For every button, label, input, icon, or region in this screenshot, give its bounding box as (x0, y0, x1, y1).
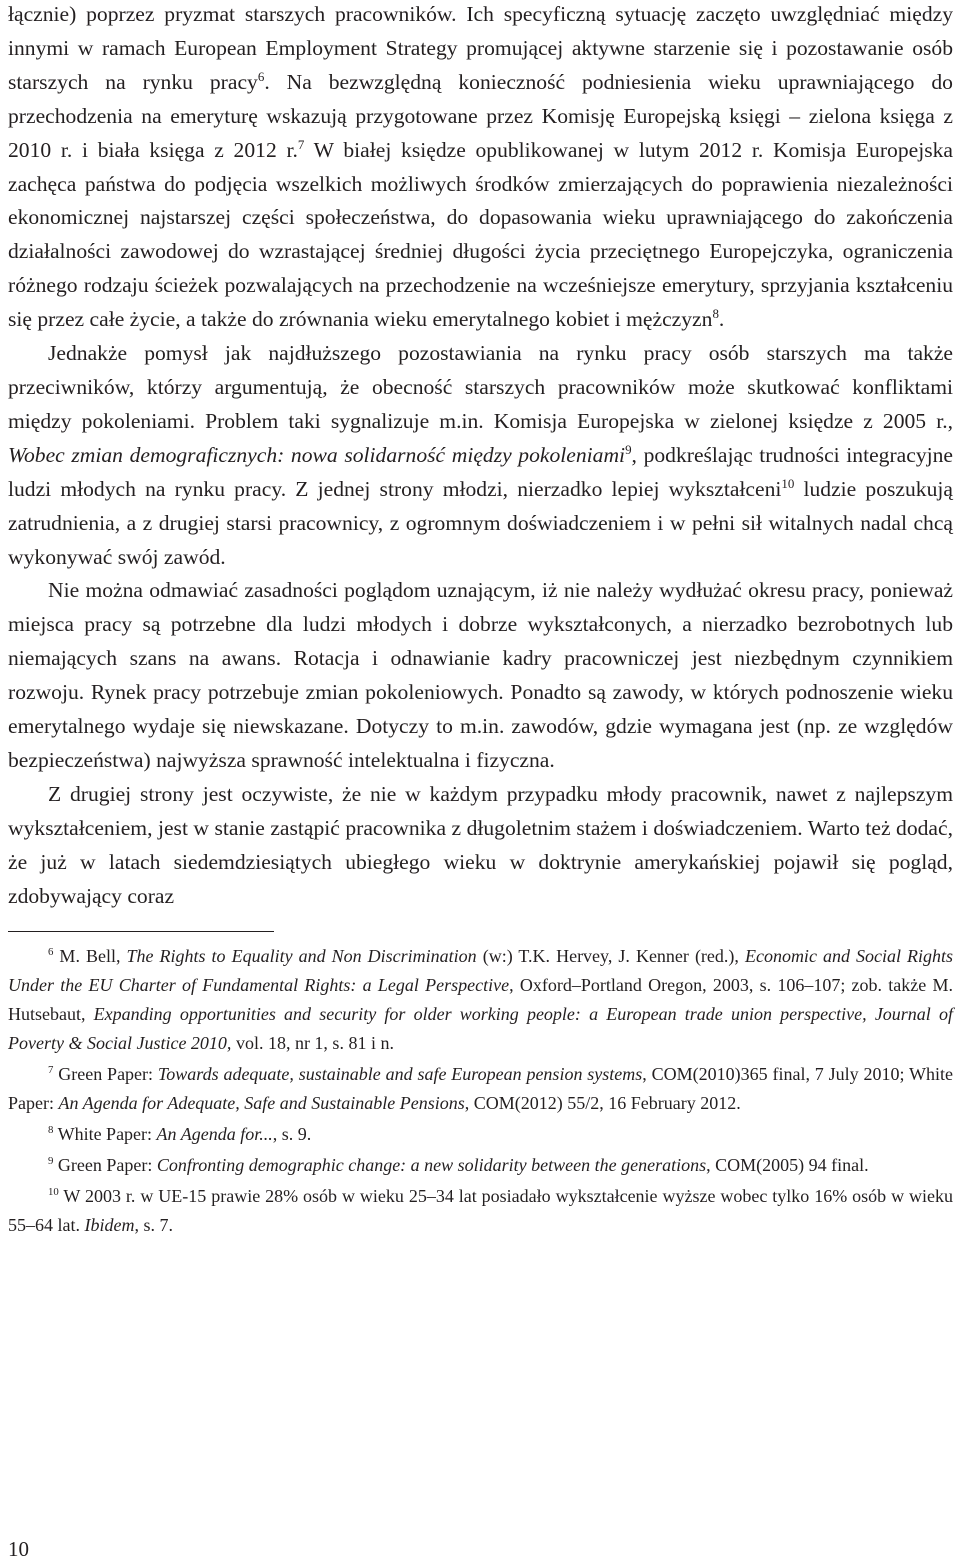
cited-title: Wobec zmian demograficznych: nowa solidarność między pokoleniami (8, 442, 626, 467)
body-text (8, 0, 953, 913)
footnote-7: $^7$ Green Paper: Towards adequate, sustainable and safe European pension systems, COM(2010)365 final, 7 July 2010; White Paper: An Agenda for Adequate, Safe and Sustainable Pensions, COM(2012) 55/2, 16 February 2012. (8, 1064, 953, 1114)
footnotes (8, 942, 953, 1240)
footnote-9: $^9$ Green Paper: Confronting demographic change: a new solidarity between the generations, COM(2005) 94 final. (48, 1155, 869, 1176)
page-number: 10 (8, 1537, 29, 1561)
footnote-8: $^8$ White Paper: An Agenda for..., s. 9. (48, 1124, 312, 1145)
paragraph-4: Z drugiej strony jest oczywiste, że nie w każdym przypadku młody pracownik, nawet z najlepszym wykształceniem, jest w stanie zastąpić pracownika z długoletnim stażem i doświadczeniem. Warto też dodać, że już w latach siedemdziesiątych ubiegłego wieku w doktrynie amerykańskiej pojawił się pogląd, zdobywający coraz (8, 781, 953, 908)
footnote-6: $^6$ M. Bell, The Rights to Equality and Non Discrimination (w:) T.K. Hervey, J. Kenner (red.), Economic and Social Rights Under the EU Charter of Fundamental Rights: a Legal Perspective, Oxford–Portland Oregon, 2003, s. 106–107; zob. także M. Hutsebaut, Expanding opportunities and security for older working people: a European trade union perspective, Journal of Poverty & Social Justice 2010, vol. 18, nr 1, s. 81 i n. (8, 946, 954, 1054)
paragraph-1: łącznie) poprzez pryzmat starszych pracowników. Ich specyficzną sytuację zaczęto uwzględniać między innymi w ramach European Employment Strategy promującej aktywne starzenie się i pozostawanie osób starszych na rynku pracy$^6$. Na bezwzględną konieczność podniesienia wieku uprawniającego do przechodzenia na emeryturę wskazują przygotowane przez Komisję Europejską księgi – zielona księga z 2010 r. i biała księga z 2012 r.$^7$ W białej księdze opublikowanej w lutym 2012 r. Komisja Europejska zachęca państwa do podjęcia wszelkich możliwych środków zmierzających do poprawienia niezależności ekonomicznej najstarszej części społeczeństwa, do dopasowania wieku uprawniającego do zakończenia działalności zawodowej do wzrastającej średniej długości życia przeciętnego Europejczyka, ograniczenia różnego rodzaju ścieżek pozwalających na przechodzenie na wcześniejsze emerytury, sprzyjania kształceniu się przez całe życie, a także do zrównania wieku emerytalnego kobiet i mężczyzn$^8$. (8, 2, 953, 332)
footnote-ref-6[interactable]: 6 (257, 68, 265, 84)
footnote-10: $^{10}$ W 2003 r. w UE-15 prawie 28% osób w wieku 25–34 lat posiadało wykształcenie wyższe wobec tylko 16% osób w wieku 55–64 lat. Ibidem, s. 7. (8, 1186, 953, 1236)
document-page (8, 0, 953, 1240)
paragraph-3: Nie można odmawiać zasadności poglądom uznającym, iż nie należy wydłużać okresu pracy, ponieważ miejsca pracy są potrzebne dla ludzi młodych i dobrze wykształconych, a nierzadko bezrobotnych lub niemających szans na awans. Rotacja i odnawianie kadry pracowniczej jest niezbędnym czynnikiem rozwoju. Rynek pracy potrzebuje zmian pokoleniowych. Ponadto są zawody, w których podnoszenie wieku emerytalnego wydaje się niewskazane. Dotyczy to m.in. zawodów, gdzie wymagana jest (np. ze względów bezpieczeństwa) najwyższa sprawność intelektualna i fizyczna. (8, 578, 953, 772)
footnote-ref-7[interactable]: 7 (297, 136, 305, 152)
footnote-ref-9[interactable]: 9 (625, 441, 632, 457)
footnote-ref-8[interactable]: 8 (712, 305, 719, 321)
footnote-ref-10[interactable]: 10 (781, 475, 795, 491)
footnote-divider (8, 931, 274, 932)
paragraph-2: Jednakże pomysł jak najdłuższego pozostawiania na rynku pracy osób starszych ma także przeciwników, którzy argumentują, że obecność starszych pracowników może skutkować konfliktami między pokoleniami. Problem taki sygnalizuje m.in. Komisja Europejska w zielonej księdze z 2005 r., Wobec zmian demograficznych: nowa solidarność między pokoleniami$^9$, podkreślając trudności integracyjne ludzi młodych na rynku pracy. Z jednej strony młodzi, nierzadko lepiej wykształceni$^{10}$ ludzie poszukują zatrudnienia, a z drugiej starsi pracownicy, z ogromnym doświadczeniem i w pełni sił witalnych nadal chcą wykonywać swój zawód. (8, 341, 953, 569)
